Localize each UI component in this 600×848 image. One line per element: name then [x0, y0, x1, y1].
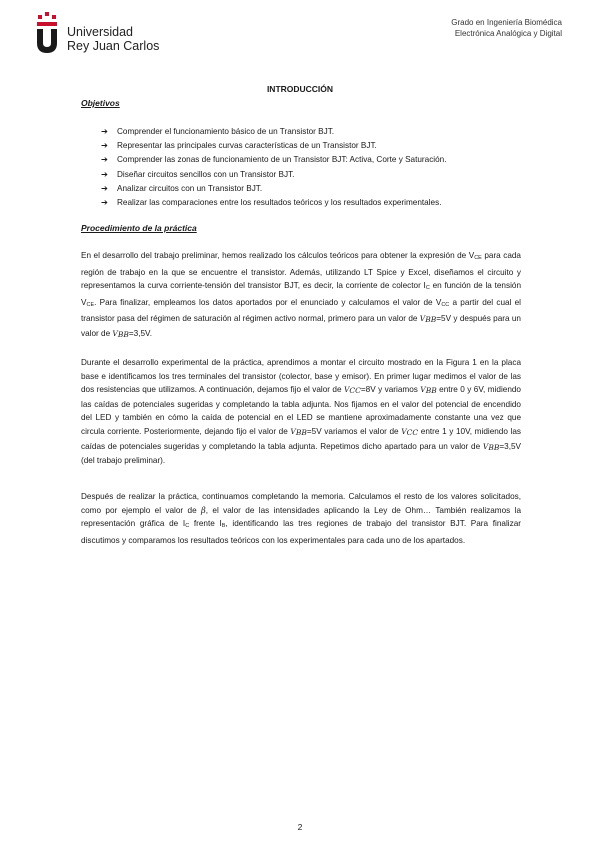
- objective-text: Representar las principales curvas características de un Transistor BJT.: [117, 141, 377, 151]
- procedure-paragraph-2: Durante el desarrollo experimental de la práctica, aprendimos a montar el circuito mostrado en la Figura 1 en la placa base e identificamos los tres terminales del transistor (colector, base y emisor). En primer lugar medimos el valor de las dos resistencias que utilizamos. A continuación, dejamos fijo el valor de VCC=8V y variamos VBB entre 0 y 6V, midiendo las caídas de potenciales sugeridas y completando la tabla adjunta. Nos fijamos en el valor del potencial de encendido del LED y también en cómo la caída de potencial en el LED se mantiene aproximadamente constante una vez que circula corriente. Posteriormente, dejando fijo el valor de VBB=5V variamos el valor de VCC entre 1 y 10V, midiendo las caídas de potenciales sugeridas y completando la tabla adjunta. Repetimos dicho apartado para un valor de VBB=3,5V (del trabajo preliminar).: [81, 358, 521, 466]
- university-name-line2: Rey Juan Carlos: [67, 39, 160, 53]
- university-name-line1: Universidad: [67, 25, 134, 39]
- list-item: [101, 153, 446, 167]
- arrow-right-icon: ➔: [101, 198, 108, 208]
- arrow-right-icon: ➔: [101, 141, 108, 151]
- procedure-paragraph-1: En el desarrollo del trabajo preliminar, hemos realizado los cálculos teóricos para obtener la expresión de VCE para cada región de trabajo en la que se encuentre el transistor. Además, utilizando LT Spice y Excel, diseñamos el circuito y representamos la curva corriente-tensión del transistor BJT, es decir, la corriente de colector IC en función de la tensión VCE. Para finalizar, empleamos los datos aportados por el enunciado y calculamos el valor de VCC a partir del cual el transistor pasa del régimen de saturación al régimen activo normal, primero para un valor de VBB=5V y después para un valor de VBB=3,5V.: [81, 251, 522, 339]
- list-item: [101, 139, 446, 153]
- list-item: [101, 168, 446, 182]
- list-item: [101, 182, 446, 196]
- arrow-right-icon: ➔: [101, 183, 108, 193]
- arrow-right-icon: ➔: [101, 169, 108, 179]
- objective-text: Comprender las zonas de funcionamiento de un Transistor BJT: Activa, Corte y Saturación.: [117, 155, 447, 165]
- arrow-right-icon: ➔: [101, 127, 108, 136]
- list-item: [101, 196, 446, 210]
- objective-text: Diseñar circuitos sencillos con un Transistor BJT.: [117, 169, 295, 179]
- university-logo: [35, 12, 185, 54]
- arrow-right-icon: ➔: [101, 155, 108, 165]
- objective-text: Realizar las comparaciones entre los resultados teóricos y los resultados experimentales.: [117, 198, 442, 208]
- course-degree: Grado en Ingeniería Biomédica: [451, 18, 562, 27]
- list-item: [101, 125, 446, 139]
- course-subject: Electrónica Analógica y Digital: [454, 29, 562, 38]
- procedure-heading: Procedimiento de la práctica: [81, 223, 197, 233]
- urjc-logo-icon: [35, 12, 59, 54]
- course-header: [451, 17, 562, 39]
- objective-text: Comprender el funcionamiento básico de un Transistor BJT.: [117, 127, 335, 136]
- objectives-heading: Objetivos: [81, 98, 120, 108]
- page-number: 2: [297, 822, 303, 832]
- objectives-list: [101, 125, 446, 210]
- page-title: INTRODUCCIÓN: [266, 84, 334, 94]
- objective-text: Analizar circuitos con un Transistor BJT.: [117, 183, 263, 193]
- procedure-paragraph-3: Después de realizar la práctica, continuamos completando la memoria. Calculamos el resto de los valores solicitados, como por ejemplo el valor de β, el valor de las intensidades aplicando la Ley de Ohm… También realizamos la representación gráfica de IC frente IB, identificando las tres regiones de trabajo del transistor BJT. Para finalizar discutimos y comparamos los resultados teóricos con los experimentales para cada uno de los apartados.: [81, 492, 521, 545]
